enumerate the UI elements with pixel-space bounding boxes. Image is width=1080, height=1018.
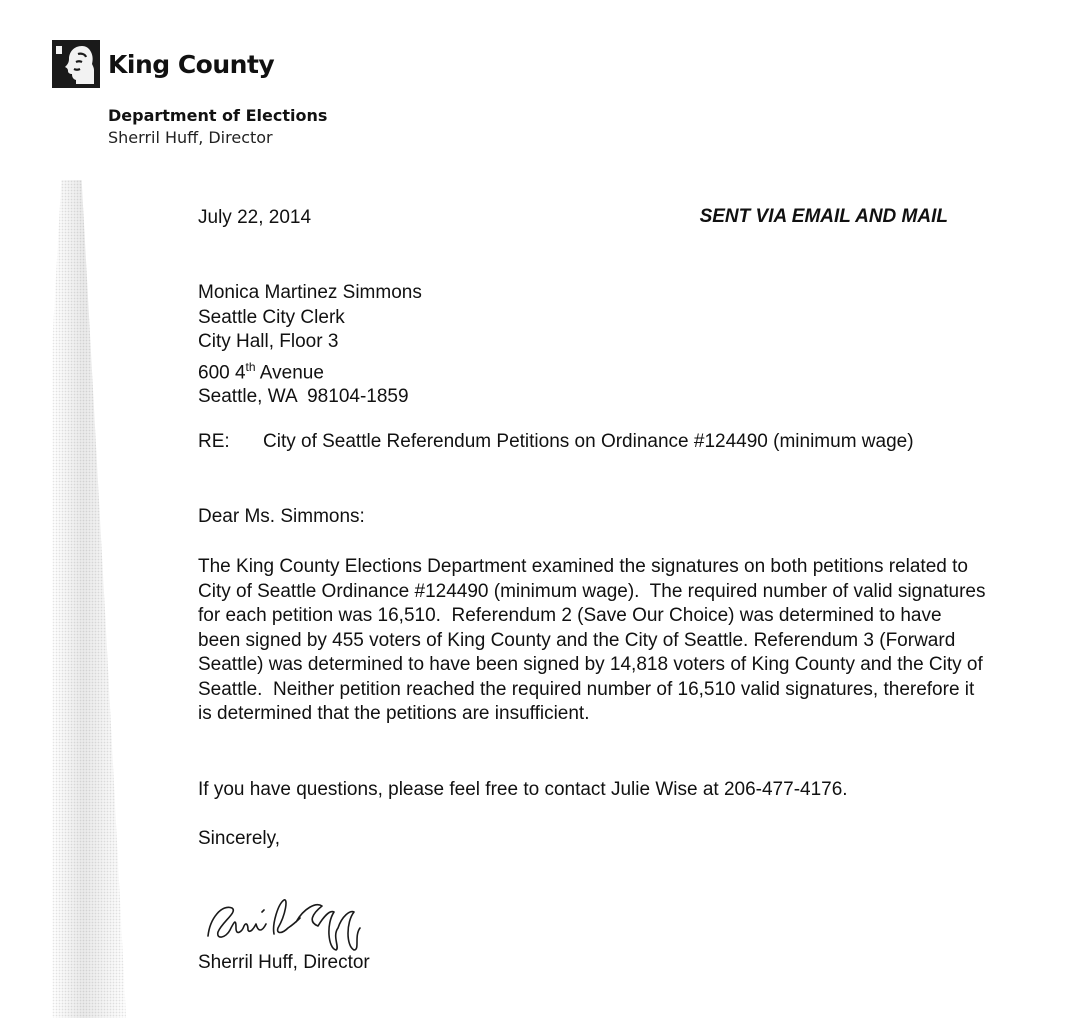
recipient-name: Monica Martinez Simmons <box>198 282 422 303</box>
salutation: Dear Ms. Simmons: <box>198 506 365 527</box>
recipient-building: City Hall, Floor 3 <box>198 331 339 352</box>
recipient-city-line: Seattle, WA 98104-1859 <box>198 386 409 408</box>
department-name: Department of Elections <box>108 106 328 125</box>
subject-label: RE: <box>198 431 230 452</box>
recipient-title: Seattle City Clerk <box>198 306 345 328</box>
department-block <box>108 106 327 147</box>
subject-line <box>198 430 988 455</box>
street-number: 600 4 <box>198 361 246 383</box>
subject-text: City of Seattle Referendum Petitions on Ordinance #124490 (minimum wage) <box>263 431 914 452</box>
director-line: Sherril Huff, Director <box>108 128 273 147</box>
scan-margin-shading <box>52 180 130 1018</box>
delivery-notice: SENT VIA EMAIL AND MAIL <box>699 206 948 227</box>
street-name: Avenue <box>255 361 324 383</box>
contact-paragraph: If you have questions, please feel free to contact Julie Wise at 206-477-4176. <box>198 779 848 800</box>
signer-name: Sherril Huff, Director <box>198 952 370 973</box>
king-county-logo <box>52 40 274 88</box>
closing: Sincerely, <box>198 828 281 849</box>
street-ordinal-suffix: th <box>245 359 256 374</box>
letter-date: July 22, 2014 <box>198 207 312 228</box>
logo-wordmark: King County <box>108 49 275 79</box>
body-paragraph: The King County Elections Department examined the signatures on both petitions related to City of Seattle Ordinance #124490 (minimum wage). The required number of valid signatures for each petition was 16,510. Referendum 2 (Save Our Choice) was determined to have been signed by 455 voters of King County and the City of Seattle. Referendum 3 (Forward Seattle) was determined to have been signed by 14,818 voters of King County and the City of Seattle. Neither petition reached the required number of 16,510 valid signatures, therefore it is determined that the petitions are insufficient. <box>198 556 991 724</box>
king-county-logo-icon <box>52 40 100 88</box>
recipient-street <box>198 355 988 386</box>
recipient-address <box>198 281 988 410</box>
